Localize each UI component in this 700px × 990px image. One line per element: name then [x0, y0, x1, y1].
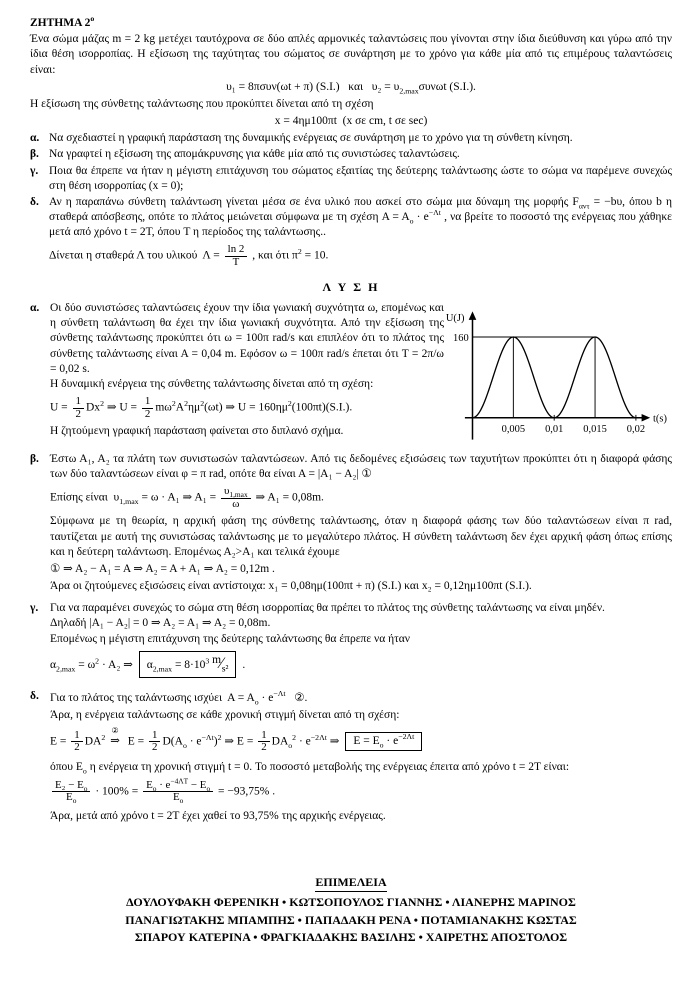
velocity-equations [30, 80, 672, 95]
formula-text: υ₁ = 8πσυν(ωt + π) (S.I.) και υ₂ = υ [226, 80, 400, 93]
formula-subscript: o [409, 216, 414, 226]
formula-superscript: −Λt [201, 732, 214, 742]
question-label: α. [30, 132, 40, 145]
credits-line: ΣΠΑΡΟΥ ΚΑΤΕΡΙΝΑ • ΦΡΑΓΚΙΑΔΑΚΗΣ ΒΑΣΙΛΗΣ • ΧΑΙΡΕΤΗΣ ΑΠΟΣΤΟΛΟΣ [134, 929, 568, 944]
formula-text: = ω · Α₁ ⇒ Α₁ = [138, 492, 219, 505]
formula-text: ②. [285, 692, 308, 705]
equation-reference-note: ② [111, 725, 119, 735]
credits-footer [30, 874, 672, 947]
potential-energy-equation [50, 396, 444, 420]
fraction-slash: ⁄ [220, 654, 223, 672]
formula-text: 2 [75, 407, 81, 420]
formula-subscript: o [83, 783, 88, 793]
formula-superscript: −Λt [273, 689, 286, 699]
question-item-b [30, 147, 672, 162]
formula-text: · e [383, 735, 399, 748]
question-text [49, 131, 672, 146]
formula-text: E = [124, 735, 148, 748]
fraction-denominator [229, 499, 242, 510]
formula-text: Να σχεδιαστεί η γραφική παράσταση της δυναμικής ενέργειας σε συνάρτηση με το χρόνο για τη σύνθετη κίνηση. [49, 132, 573, 145]
formula-text: E = E [353, 735, 380, 748]
y-axis-arrow [469, 311, 477, 320]
solution-a-paragraph: Οι δύο συνιστώσες ταλαντώσεις έχουν την ίδια γωνιακή συχνότητα ω, επομένως και η σύνθετη ταλάντωση θα έχει την ίδια γωνιακή συχνότητα. Από την εξίσωση της σύνθετης ταλάντωσης προκύπτει ότι ω = 100π rad/s και επιπλέον ότι το πλάτος της σύνθετης ταλάντωσης είναι Α = 0,04 m. Εφόσον ω = 100π rad/s έπεται ότι T = 2π/ω = 0,02 s. [50, 302, 444, 375]
formula-fraction [52, 780, 90, 804]
formula-text: = −93,75% . [215, 785, 276, 798]
formula-subscript: o [82, 765, 87, 775]
solution-d-energy-intro: Άρα, η ενέργεια ταλάντωσης σε κάθε χρονική στιγμή δίνεται από τη σχέση: [50, 709, 400, 722]
amplitude-2-equation: ① ⇒ Α₂ − Α₁ = Α ⇒ Α₂ = Α + Α₁ ⇒ Α₂ = 0,12m . [50, 562, 275, 575]
fraction-denominator [149, 742, 160, 753]
formula-text: E = [50, 735, 70, 748]
question-item-c [30, 164, 672, 194]
x-axis-label: t(s) [653, 413, 667, 425]
formula-superscript: 2 [184, 398, 188, 408]
formula-text: = −bυ, όπου b η σταθερά απόσβεσης, οπότε το πλάτος μειώνεται σύμφωνα με τη σχέση A = A [49, 195, 672, 224]
arrow-glyph: ⇒ [110, 735, 120, 748]
given-constant-line [49, 244, 672, 268]
fraction-denominator [230, 257, 243, 268]
formula-text: 2 [74, 741, 80, 754]
fraction-denominator: s² [221, 663, 229, 675]
formula-superscript: 3 [205, 656, 210, 666]
formula-text: ⇒ [326, 735, 343, 748]
displacement-equation: x = 4ημ100πt (x σε cm, t σε sec) [274, 115, 428, 128]
formula-text: U = [50, 401, 71, 414]
formula-subscript: 1,max [229, 490, 248, 500]
formula-superscript: −2Λt [310, 732, 327, 742]
problem-title [30, 16, 672, 31]
formula-text: συνωt (S.I.). [418, 80, 476, 93]
energy-equation-chain [50, 725, 672, 754]
formula-text: Dx [86, 401, 101, 414]
formula-text: DA [271, 735, 289, 748]
formula-fraction [143, 776, 213, 806]
x-tick-label: 0,01 [545, 424, 564, 436]
formula-text: υ [223, 485, 230, 498]
formula-subscript: 2,max [56, 664, 76, 674]
formula-subscript: o [254, 697, 259, 707]
solution-c-block [30, 601, 672, 682]
problem-intro: Ένα σώμα μάζας m = 2 kg μετέχει ταυτόχρονα σε δύο απλές αρμονικές ταλαντώσεις που γίνονται στην ίδια διεύθυνση και γύρω από την ίδια θέση ισορροπίας. Η εξίσωση της ταχύτητας του σώματος σε συνάρτηση με το χρόνο για κάθε μία από τις επιμέρους ταλαντώσεις είναι: [30, 33, 672, 76]
formula-text: ⇒ Α₁ = 0,08m. [252, 492, 324, 505]
formula-text: · e [156, 778, 171, 791]
formula-text: E₂ − E [55, 778, 84, 791]
formula-fraction [225, 244, 248, 268]
formula-text: 1 [74, 728, 80, 741]
formula-superscript: ο [90, 14, 95, 24]
formula-text: E [172, 791, 180, 804]
formula-text: . [239, 658, 246, 671]
formula-text: T [232, 255, 240, 268]
formula-text: 2 [261, 741, 267, 754]
x-tick-label: 0,015 [583, 424, 607, 436]
formula-superscript: 2 [95, 656, 100, 666]
formula-text: Για το πλάτος της ταλάντωσης ισχύει Α = Α [50, 692, 255, 705]
formula-text: · 100% = [92, 785, 142, 798]
formula-superscript: 2 [171, 398, 176, 408]
fraction-denominator [170, 791, 186, 806]
formula-text: α [50, 658, 57, 671]
solution-d-label: δ. [30, 690, 39, 703]
fraction-numerator: m [212, 653, 222, 666]
formula-text: = ω [75, 658, 96, 671]
credits-line: ΔΟΥΛΟΥΦΑΚΗ ΦΕΡΕΝΙΚΗ • ΚΩΤΣΟΠΟΥΛΟΣ ΓΙΑΝΝΗΣ • ΛΙΑΝΕΡΗΣ ΜΑΡΙΝΟΣ [126, 895, 576, 910]
formula-text: · e [296, 735, 311, 748]
formula-subscript: 2,max [399, 85, 419, 95]
formula-text: · e [413, 211, 429, 224]
formula-text: 2 [144, 407, 151, 420]
formula-text: Δίνεται η σταθερά Λ του υλικού Λ = [49, 250, 223, 262]
question-text [49, 164, 672, 194]
formula-superscript: 2 [297, 247, 302, 257]
formula-text: ΖΗΤΗΜΑ 2 [30, 17, 91, 29]
solution-d-conclusion: Άρα, μετά από χρόνο t = 2T έχει χαθεί το 93,75% της αρχικής ενέργειας. [50, 809, 386, 822]
formula-subscript: o [206, 783, 211, 793]
x-axis-arrow [642, 414, 651, 422]
formula-subscript: o [152, 783, 157, 793]
formula-fraction [71, 730, 82, 754]
question-text [49, 195, 672, 241]
formula-text: E [146, 778, 153, 791]
formula-superscript: −Λt [428, 208, 441, 218]
solution-b-paragraph-1: Έστω Α₁, Α₂ τα πλάτη των συνιστωσών ταλαντώσεων. Από τις δεδομένες εξισώσεις των ταχυτήτων προκύπτει ότι η διαφορά φάσης των δύο ταλαντώσεων είναι φ = π rad, οπότε θα είναι Α = |Α₁ − Α₂| ① [50, 453, 672, 481]
fraction-denominator [73, 409, 84, 420]
fraction-denominator [142, 409, 153, 420]
formula-text: D(A [162, 735, 183, 748]
formula-text: (ωt) ⇒ U = 160ημ [204, 401, 288, 414]
fraction-denominator [71, 742, 82, 753]
formula-text: mω [155, 401, 172, 414]
energy-percentage-equation [50, 776, 672, 806]
formula-superscript: 2 [100, 398, 104, 408]
solution-b-block [30, 452, 672, 594]
formula-text: , να βρείτε το ποσοστό της ενέργειας που χάθηκε μετά από χρόνο t = 2T, όπου T η περίοδος της ταλάντωσης.. [49, 211, 672, 239]
implication-arrow [110, 725, 120, 749]
formula-superscript: 2 [101, 732, 106, 742]
formula-text: · Α₂ ⇒ [99, 658, 136, 671]
formula-text: α [146, 658, 153, 671]
formula-text: Αν η παραπάνω σύνθετη ταλάντωση γίνεται μέσα σε ένα υλικό που ασκεί στο σώμα μια δύναμη της μορφής F [49, 195, 579, 208]
formula-text: ω [232, 497, 240, 510]
formula-superscript: −2Λt [398, 732, 415, 742]
formula-text: · e [258, 692, 274, 705]
solution-c-paragraph-2: Δηλαδή |Α₁ − Α₂| = 0 ⇒ Α₂ = Α₁ ⇒ Α₂ = 0,08m. [50, 617, 271, 630]
formula-text: ) [213, 735, 218, 748]
solution-b-paragraph-2: Σύμφωνα με τη θεωρία, η αρχική φάση της σύνθετης ταλάντωσης, όταν η διαφορά φάσης των δύο ταλαντώσεων είναι π rad, ταυτίζεται με αυτή της συνιστώσας ταλάντωσης με το μεγαλύτερο πλάτος. Η σύνθετη ταλάντωση δεν έχει αρχική φάση όπως επίσης και η δεύτερη ταλάντωση. Επομένως Α₂>Α₁ και τελικά έχουμε [50, 515, 672, 558]
fraction-denominator [258, 742, 269, 753]
formula-subscript: αντ [578, 201, 590, 211]
formula-fraction [142, 396, 153, 420]
formula-text: ⇒ E = [221, 735, 257, 748]
potential-energy-graph [444, 305, 672, 445]
graph-container [444, 301, 672, 445]
y-axis-label: U(J) [445, 312, 465, 324]
solution-a-row [30, 301, 672, 445]
max-acceleration-equation [50, 651, 672, 678]
boxed-result [139, 651, 237, 678]
question-label: γ. [30, 164, 39, 177]
formula-subscript: o [179, 796, 184, 806]
formula-fraction [73, 396, 84, 420]
formula-text: Να γραφτεί η εξίσωση της απομάκρυνσης για κάθε μία από τις συνιστώσες ταλαντώσεις. [49, 148, 460, 161]
formula-text: Επίσης είναι υ [50, 492, 120, 505]
formula-fraction [221, 486, 251, 510]
formula-subscript: o [379, 740, 384, 750]
solution-b-result-line: Άρα οι ζητούμενες εξισώσεις είναι αντίστοιχα: x₁ = 0,08ημ(100πt + π) (S.I.) και x₂ = 0,12ημ100πt (S.I.). [50, 580, 532, 593]
formula-text: , και ότι π [249, 250, 298, 262]
formula-text: 2 [152, 741, 158, 754]
formula-text: ημ [188, 401, 201, 414]
boxed-result [345, 732, 422, 751]
formula-superscript: 2 [287, 398, 292, 408]
formula-text: ln 2 [227, 243, 245, 256]
formula-text: E [66, 791, 73, 804]
fraction-denominator [63, 791, 79, 806]
formula-text: Ποια θα έπρεπε να ήταν η μέγιστη επιτάχυνση του σώματος εξαιτίας της δεύτερης ταλάντωσης ώστε το σώμα να παρέμενε συνεχώς στη θέση ισορροπίας (x = 0); [49, 164, 672, 192]
formula-superscript: 2 [200, 398, 205, 408]
x-tick-label: 0,02 [626, 424, 646, 436]
formula-text: = 8·10 [172, 658, 206, 671]
formula-subscript: 1,max [119, 497, 139, 507]
formula-superscript: 2 [217, 732, 222, 742]
amplitude-1-equation [50, 486, 672, 510]
formula-text: 1 [261, 728, 267, 741]
formula-subscript: o [182, 740, 187, 750]
question-label: δ. [30, 195, 39, 208]
x-tick-label: 0,005 [501, 424, 526, 436]
formula-fraction [149, 730, 160, 754]
y-tick-label: 160 [453, 332, 469, 344]
formula-text: 1 [75, 395, 81, 408]
credits-line: ΠΑΝΑΓΙΩΤΑΚΗΣ ΜΠΑΜΠΗΣ • ΠΑΠΑΔΑΚΗ ΡΕΝΑ • ΠΟΤΑΜΙΑΝΑΚΗΣ ΚΩΣΤΑΣ [125, 912, 577, 927]
question-label: β. [30, 148, 39, 161]
formula-subscript: o [72, 796, 77, 806]
solution-c-label: γ. [30, 602, 39, 615]
solution-heading: Λ Υ Σ Η [322, 280, 380, 295]
solution-a-relation-intro: Η δυναμική ενέργεια της σύνθετης ταλάντωσης δίνεται από τη σχέση: [50, 378, 374, 390]
formula-text: 1 [144, 395, 151, 408]
formula-text: 1 [152, 728, 158, 741]
composite-equation-intro: Η εξίσωση της σύνθετης ταλάντωσης που προκύπτει δίνεται από τη σχέση [30, 97, 374, 110]
question-item-a [30, 131, 672, 146]
solution-a-graph-caption: Η ζητούμενη γραφική παράσταση φαίνεται στο διπλανό σχήμα. [50, 425, 344, 438]
formula-text: − E [188, 778, 207, 791]
damped-amplitude-line [50, 691, 672, 706]
formula-text: · e [186, 735, 202, 748]
formula-subscript: 2,max [152, 664, 173, 674]
credits-heading: ΕΠΙΜΕΛΕΙΑ [315, 874, 386, 892]
formula-text: = 10. [301, 250, 329, 262]
solution-c-paragraph-1: Για να παραμένει συνεχώς το σώμα στη θέση ισορροπίας θα πρέπει το πλάτος της σύνθετης ταλάντωσης να είναι μηδέν. [50, 602, 605, 615]
solution-a-block [30, 301, 444, 439]
formula-superscript: −4ΛT [170, 776, 189, 786]
solution-a-label: α. [30, 302, 40, 315]
formula-text: DA [84, 735, 102, 748]
solution-b-label: β. [30, 453, 39, 466]
formula-slanted-fraction [212, 653, 228, 676]
solution-d-percentage-intro [50, 760, 672, 775]
formula-text: ⇒ U = [103, 401, 140, 414]
formula-subscript: o [288, 740, 293, 750]
formula-text: όπου E [50, 760, 83, 773]
formula-fraction [258, 730, 269, 754]
solution-d-block [30, 689, 672, 824]
formula-text: (100πt)(S.I.). [291, 401, 353, 414]
question-text [49, 147, 672, 162]
formula-text: η ενέργεια τη χρονική στιγμή t = 0. Το ποσοστό μεταβολής της ενέργειας έπειτα από χρόνο t = 2T είναι: [86, 760, 570, 773]
solution-c-paragraph-3: Επομένως η μέγιστη επιτάχυνση της δεύτερης ταλάντωσης θα έπρεπε να ήταν [50, 632, 411, 645]
formula-text: A [175, 401, 185, 414]
formula-superscript: 2 [292, 732, 297, 742]
question-item-d [30, 195, 672, 241]
energy-curve [473, 337, 636, 418]
